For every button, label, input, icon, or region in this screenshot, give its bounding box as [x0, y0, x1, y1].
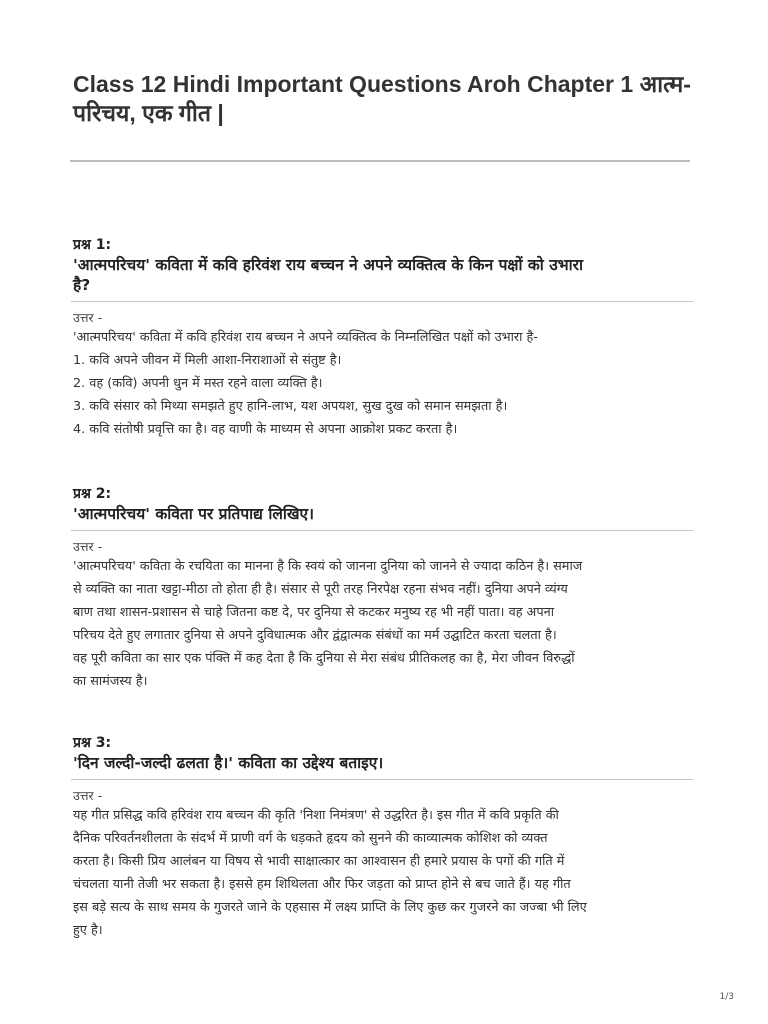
title-line-2: परिचय, एक गीत |: [73, 100, 224, 126]
answer-line: वह पूरी कविता का सार एक पंक्ति में कह देता है कि दुनिया से मेरा संबंध प्रीतिकलह का है, मेरा जीवन विरुद्धों: [73, 651, 575, 666]
answer-line: से व्यक्ति का नाता खट्टा-मीठा तो होता ही है। संसार से पूरी तरह निरपेक्ष रहना संभव नहीं। दुनिया अपने व्यंग्य: [73, 582, 568, 597]
answer-line: 2. वह (कवि) अपनी धुन में मस्त रहने वाला व्यक्ति है।: [73, 376, 323, 391]
answer-line: करता है। किसी प्रिय आलंबन या विषय से भावी साक्षात्कार का आश्वासन ही हमारे प्रयास के पगों की गति में: [73, 854, 565, 869]
question-text-line: है?: [73, 276, 91, 294]
question-divider: [71, 301, 693, 302]
answer-line: दैनिक परिवर्तनशीलता के संदर्भ में प्राणी वर्ग के धड़कते हृदय को सुनने की काव्यात्मक कोशिश को व्यक्त: [73, 831, 548, 846]
answer-line: 'आत्मपरिचय' कविता के रचयिता का मानना है कि स्वयं को जानना दुनिया को जानने से ज्यादा कठिन है। समाज: [73, 559, 583, 574]
answer-line: 4. कवि संतोषी प्रवृत्ति का है। वह वाणी के माध्यम से अपना आक्रोश प्रकट करता है।: [73, 422, 458, 437]
question-number: प्रश्न 2:: [73, 486, 112, 502]
answer-label: उत्तर -: [73, 310, 103, 325]
answer-label: उत्तर -: [73, 539, 103, 554]
answer-line: 'आत्मपरिचय' कविता में कवि हरिवंश राय बच्चन ने अपने व्यक्तित्व के निम्नलिखित पक्षों को उभारा है-: [73, 330, 538, 345]
answer-line: का सामंजस्य है।: [73, 674, 148, 689]
question-number: प्रश्न 1:: [73, 237, 112, 253]
document-title: [73, 70, 703, 128]
question-block-2: [73, 485, 695, 693]
answer-line: 1. कवि अपने जीवन में मिली आशा-निराशाओं से संतुष्ट है।: [73, 353, 342, 368]
title-line-1: Class 12 Hindi Important Questions Aroh Chapter 1 आत्म-: [73, 71, 691, 97]
question-divider: [71, 779, 693, 780]
title-divider: [70, 160, 690, 162]
answer-line: यह गीत प्रसिद्ध कवि हरिवंश राय बच्चन की कृति 'निशा निमंत्रण' से उद्धरित है। इस गीत में कवि प्रकृति की: [73, 808, 559, 823]
question-block-3: [73, 734, 695, 942]
answer-label: उत्तर -: [73, 788, 103, 803]
question-text-line: 'दिन जल्दी-जल्दी ढलता है।' कविता का उद्देश्य बताइए।: [73, 754, 384, 772]
question-number: प्रश्न 3:: [73, 735, 112, 751]
answer-line: हुए है।: [73, 923, 103, 938]
answer-line: चंचलता यानी तेजी भर सकता है। इससे हम शिथिलता और फिर जड़ता को प्राप्त होने से बच जाते हैं। यह गीत: [73, 877, 571, 892]
question-text-line: 'आत्मपरिचय' कविता में कवि हरिवंश राय बच्चन ने अपने व्यक्तित्व के किन पक्षों को उभारा: [73, 256, 583, 274]
answer-line: बाण तथा शासन-प्रशासन से चाहे जितना कष्ट दे, पर दुनिया से कटकर मनुष्य रह भी नहीं पाता। वह अपना: [73, 605, 555, 620]
question-block-1: [73, 236, 695, 441]
page-number: 1/3: [719, 992, 734, 1002]
answer-line: परिचय देते हुए लगातार दुनिया से अपने दुविधात्मक और द्वंद्वात्मक संबंधों का मर्म उद्घाटित करता चलता है।: [73, 628, 557, 643]
question-text-line: 'आत्मपरिचय' कविता पर प्रतिपाद्य लिखिए।: [73, 505, 314, 523]
question-divider: [71, 530, 693, 531]
answer-line: 3. कवि संसार को मिथ्या समझते हुए हानि-लाभ, यश अपयश, सुख दुख को समान समझता है।: [73, 399, 508, 414]
answer-line: इस बड़े सत्य के साथ समय के गुजरते जाने के एहसास में लक्ष्य प्राप्ति के लिए कुछ कर गुजरने का जज्बा भी लिए: [73, 900, 587, 915]
